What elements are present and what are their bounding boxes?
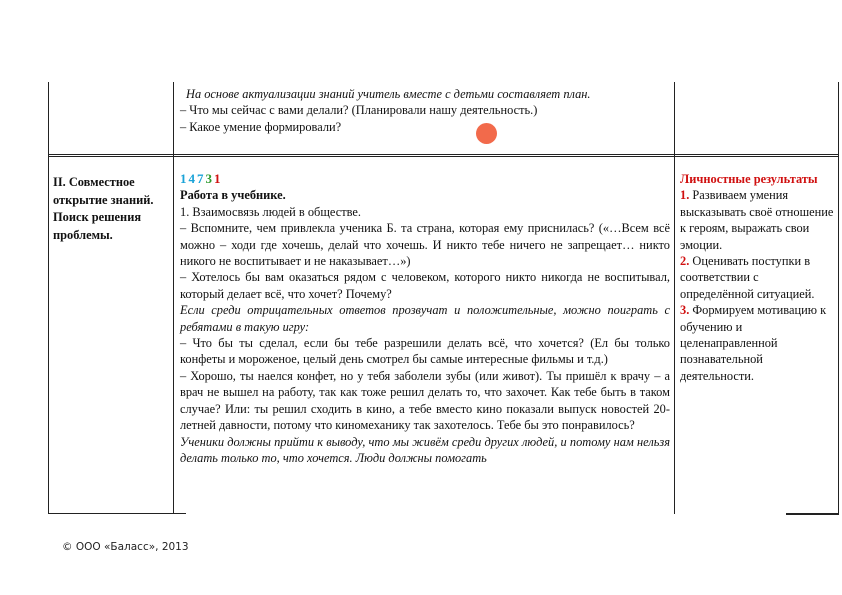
table-border-left: [48, 82, 49, 514]
paragraph-7: Ученики должны прийти к выводу, что мы живём среди других людей, и потому нам нельзя делать только то, что хочется. Люди должны помогать: [180, 434, 670, 465]
row2-activity-cell: [180, 171, 670, 466]
section-heading: Работа в учебнике.: [180, 188, 286, 203]
table-border-col1: [173, 82, 174, 514]
result-item-1: [680, 187, 834, 253]
row-divider: [48, 154, 839, 155]
result-number-1: 1.: [680, 188, 690, 203]
pointer-circle-icon: [476, 123, 497, 144]
paragraph-1: 1. Взаимосвязь людей в обществе.: [180, 204, 361, 219]
row1-line-2: – Что мы сейчас с вами делали? (Планировали нашу деятельность.): [180, 103, 538, 118]
paragraph-2: – Вспомните, чем привлекла ученика Б. та страна, которая ему приснилась? («…Всем всё можно – ходи где хочешь, делай что хочешь. И никто тебе ничего не запрещает… никто никого не воспитывает и не наказывает…»): [180, 221, 670, 269]
table-border-right: [838, 82, 839, 514]
row1-activity-cell: [180, 86, 670, 135]
row1-line-3: – Какое умение формировали?: [180, 119, 342, 134]
stage-label-cell: [53, 174, 169, 244]
results-title: Личностные результаты: [680, 172, 818, 186]
result-text-2: Оценивать поступки в соответствии с определённой ситуацией.: [680, 254, 815, 301]
number-4: 3: [205, 171, 212, 186]
results-cell: [680, 171, 834, 384]
result-item-3: [680, 302, 834, 384]
number-5: 1: [214, 171, 221, 186]
table-border-col2: [674, 82, 675, 514]
number-3: 7: [197, 171, 204, 186]
row1-line-1: На основе актуализации знаний учитель вместе с детьми составляет план.: [186, 87, 591, 101]
result-number-2: 2.: [680, 254, 690, 269]
paragraph-6: – Хорошо, ты наелся конфет, но у тебя заболели зубы (или живот). Ты пришёл к врачу – а врач не вышел на работу, так как тоже решил делать то, что захочет. Как тебе быть в таком случае? Или: ты решил сходить в кино, а тебе вместо кино показали выпуск новостей 20-летней давности, потому что киномеханику так захотелось. Тебе бы это понравилось?: [180, 368, 670, 433]
number-2: 4: [188, 171, 195, 186]
table-bottom-border: [48, 513, 186, 514]
copyright-footer: © ООО «Баласс», 2013: [62, 541, 189, 553]
result-text-3: Формируем мотивацию к обучению и целенаправленной познавательной деятельности.: [680, 303, 827, 383]
result-text-1: Развиваем умения высказывать своё отношение к героям, выражать свои эмоции.: [680, 188, 834, 252]
stage-label: II. Совместное открытие знаний. Поиск решения проблемы.: [53, 175, 154, 242]
number-1: 1: [180, 171, 187, 186]
paragraph-5: – Что бы ты сделал, если бы тебе разрешили делать всё, что хочется? (Ел бы только конфеты и мороженое, целый день смотрел бы самые интересные фильмы и т.д.): [180, 336, 670, 367]
page-number-sequence: [180, 171, 670, 187]
paragraph-3: – Хотелось бы вам оказаться рядом с человеком, которого никто никогда не воспитывал, который делает всё, что хочет? Почему?: [180, 270, 670, 301]
row-divider-2: [48, 156, 839, 157]
paragraph-4: Если среди отрицательных ответов прозвучат и положительные, можно поиграть с ребятами в такую игру:: [180, 303, 670, 334]
table-bottom-border-right: [786, 513, 839, 515]
result-item-2: [680, 253, 834, 302]
result-number-3: 3.: [680, 303, 690, 318]
